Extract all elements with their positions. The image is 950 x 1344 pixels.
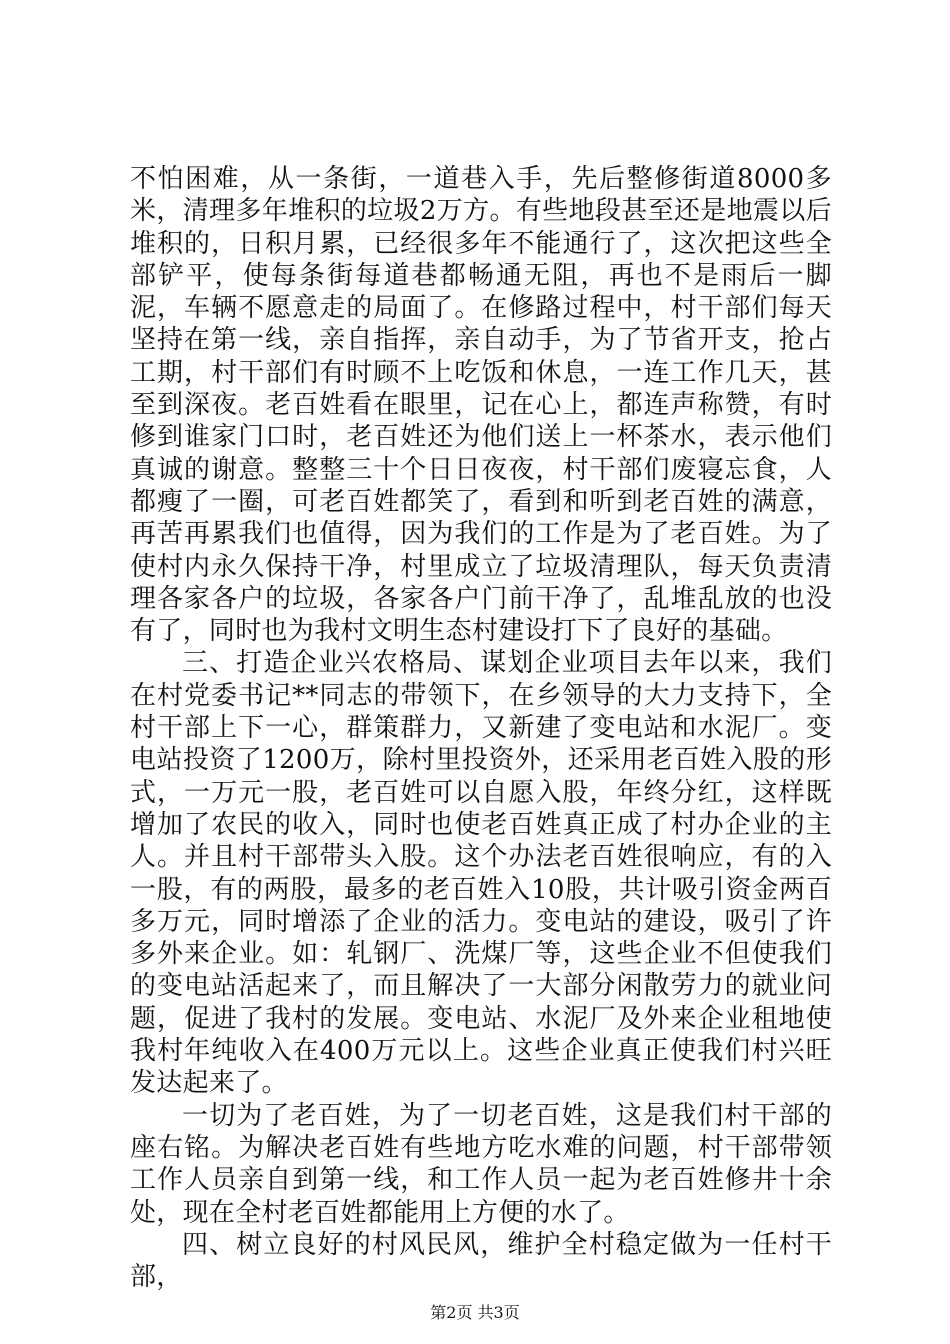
paragraph-2: 三、打造企业兴农格局、谋划企业项目去年以来，我们在村党委书记**同志的带领下，在乡领导的大力支持下，全村干部上下一心，群策群力，又新建了变电站和水泥厂。变电站投资了1200万，除村里投资外，还采用老百姓入股的形式，一万元一股，老百姓可以自愿入股，年终分红，这样既增加了农民的收入，同时也使老百姓真正成了村办企业的主人。并且村干部带头入股。这个办法老百姓很响应，有的入一股，有的两股，最多的老百姓入10股，共计吸引资金两百多万元，同时增添了企业的活力。变电站的建设，吸引了许多外来企业。如：轧钢厂、洗煤厂等，这些企业不但使我们的变电站活起来了，而且解决了一大部分闲散劳力的就业问题，促进了我村的发展。变电站、水泥厂及外来企业租地使我村年纯收入在400万元以上。这些企业真正使我们村兴旺发达起来了。	[130, 648, 832, 1099]
page-footer: 第2页 共3页	[430, 1303, 520, 1322]
document-body	[130, 163, 832, 1293]
paragraph-4: 四、树立良好的村风民风，维护全村稳定做为一任村干部，	[130, 1229, 832, 1293]
paragraph-3: 一切为了老百姓，为了一切老百姓，这是我们村干部的座右铭。为解决老百姓有些地方吃水难的问题，村干部带领工作人员亲自到第一线，和工作人员一起为老百姓修井十余处，现在全村老百姓都能用上方便的水了。	[130, 1100, 832, 1228]
paragraph-1: 不怕困难，从一条街，一道巷入手，先后整修街道8000多米，清理多年堆积的垃圾2万方。有些地段甚至还是地震以后堆积的，日积月累，已经很多年不能通行了，这次把这些全部铲平，使每条街每道巷都畅通无阻，再也不是雨后一脚泥，车辆不愿意走的局面了。在修路过程中，村干部们每天坚持在第一线，亲自指挥，亲自动手，为了节省开支，抢占工期，村干部们有时顾不上吃饭和休息，一连工作几天，甚至到深夜。老百姓看在眼里，记在心上，都连声称赞，有时修到谁家门口时，老百姓还为他们送上一杯茶水，表示他们真诚的谢意。整整三十个日日夜夜，村干部们废寝忘食，人都瘦了一圈，可老百姓都笑了，看到和听到老百姓的满意，再苦再累我们也值得，因为我们的工作是为了老百姓。为了使村内永久保持干净，村里成立了垃圾清理队，每天负责清理各家各户的垃圾，各家各户门前干净了，乱堆乱放的也没有了，同时也为我村文明生态村建设打下了良好的基础。	[130, 164, 832, 647]
